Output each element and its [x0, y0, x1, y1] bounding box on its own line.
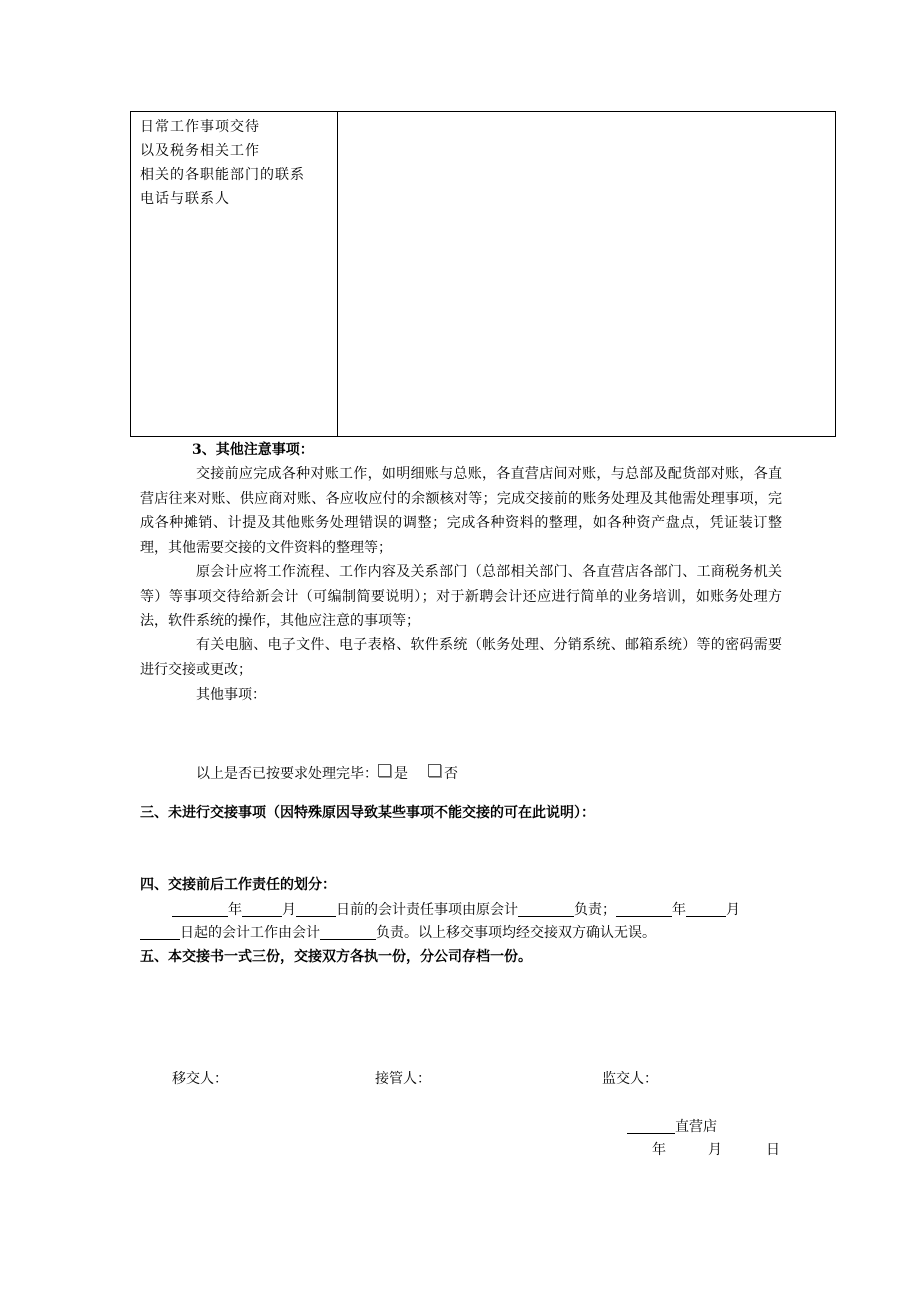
receiver-label: 接管人： [375, 1071, 431, 1087]
former-accountant-blank[interactable] [518, 901, 574, 917]
month-label: 月 [282, 902, 296, 918]
supervisor-label: 监交人： [602, 1071, 658, 1087]
notes-paragraph-3: 有关电脑、电子文件、电子表格、软件系统（帐务处理、分销系统、邮箱系统）等的密码需要进行交接或更改； [140, 637, 782, 678]
yes-checkbox[interactable] [378, 764, 391, 777]
new-accountant-blank[interactable] [320, 924, 376, 940]
table-line: 以及税务相关工作 [140, 143, 260, 159]
day-blank-2[interactable] [140, 924, 180, 940]
responsibility-text-a: 日前的会计责任事项由原会计 [336, 902, 518, 918]
footer-year: 年 [652, 1142, 666, 1158]
store-name-blank[interactable] [627, 1118, 675, 1134]
notes-paragraph-1: 交接前应完成各种对账工作，如明细账与总账，各直营店间对账，与总部及配货部对账，各直营店往来对账、供应商对账、各应收应付的余额核对等；完成交接前的账务处理及其他需处理事项，完成各种摊销、计提及其他账务处理错误的调整；完成各种资料的整理，如各种资产盘点，凭证装订整理，其他需要交接的文件资料的整理等； [140, 466, 782, 556]
year-label-2: 年 [672, 902, 686, 918]
year-blank[interactable] [172, 901, 228, 917]
section-5-heading: 五、本交接书一式三份，交接双方各执一份，分公司存档一份。 [140, 949, 532, 965]
notes-paragraph-2: 原会计应将工作流程、工作内容及关系部门（总部相关部门、各直营店各部门、工商税务机关等）等事项交待给新会计（可编制简要说明）；对于新聘会计还应进行简单的业务培训，如账务处理方法，软件系统的操作，其他应注意的事项等； [140, 564, 782, 629]
table-line: 电话与联系人 [140, 191, 230, 207]
store-label: 直营店 [675, 1119, 717, 1135]
responsibility-text-b: 日起的会计工作由会计 [180, 925, 320, 941]
table-left-cell [131, 112, 338, 437]
store-line [627, 1116, 717, 1136]
table-line: 日常工作事项交待 [140, 119, 260, 135]
footer-month: 月 [708, 1142, 722, 1158]
completion-question: 以上是否已按要求处理完毕： [196, 766, 378, 782]
month-blank[interactable] [242, 901, 282, 917]
responsibility-line-1 [172, 899, 740, 919]
yes-label: 是 [394, 766, 408, 782]
table-right-cell[interactable] [338, 112, 836, 437]
month-blank-2[interactable] [686, 901, 726, 917]
month-label-2: 月 [726, 902, 740, 918]
responsibility-line-2 [140, 922, 656, 942]
section-4-heading: 四、交接前后工作责任的划分： [140, 877, 336, 893]
year-label: 年 [228, 902, 242, 918]
table-line: 相关的各职能部门的联系 [140, 167, 305, 183]
completion-check [196, 763, 458, 783]
section-3-heading: 三、未进行交接事项（因特殊原因导致某些事项不能交接的可在此说明）： [140, 805, 595, 821]
year-blank-2[interactable] [616, 901, 672, 917]
footer-day: 日 [766, 1142, 780, 1158]
notes-heading: 3、其他注意事项： [192, 442, 314, 458]
responsible-label: 负责； [574, 902, 616, 918]
day-blank[interactable] [296, 901, 336, 917]
no-checkbox[interactable] [428, 764, 441, 777]
no-label: 否 [444, 766, 458, 782]
transferor-label: 移交人： [172, 1071, 228, 1087]
responsibility-text-c: 负责。以上移交事项均经交接双方确认无误。 [376, 925, 656, 941]
handover-table [130, 111, 836, 437]
notes-other-items: 其他事项： [196, 687, 266, 703]
